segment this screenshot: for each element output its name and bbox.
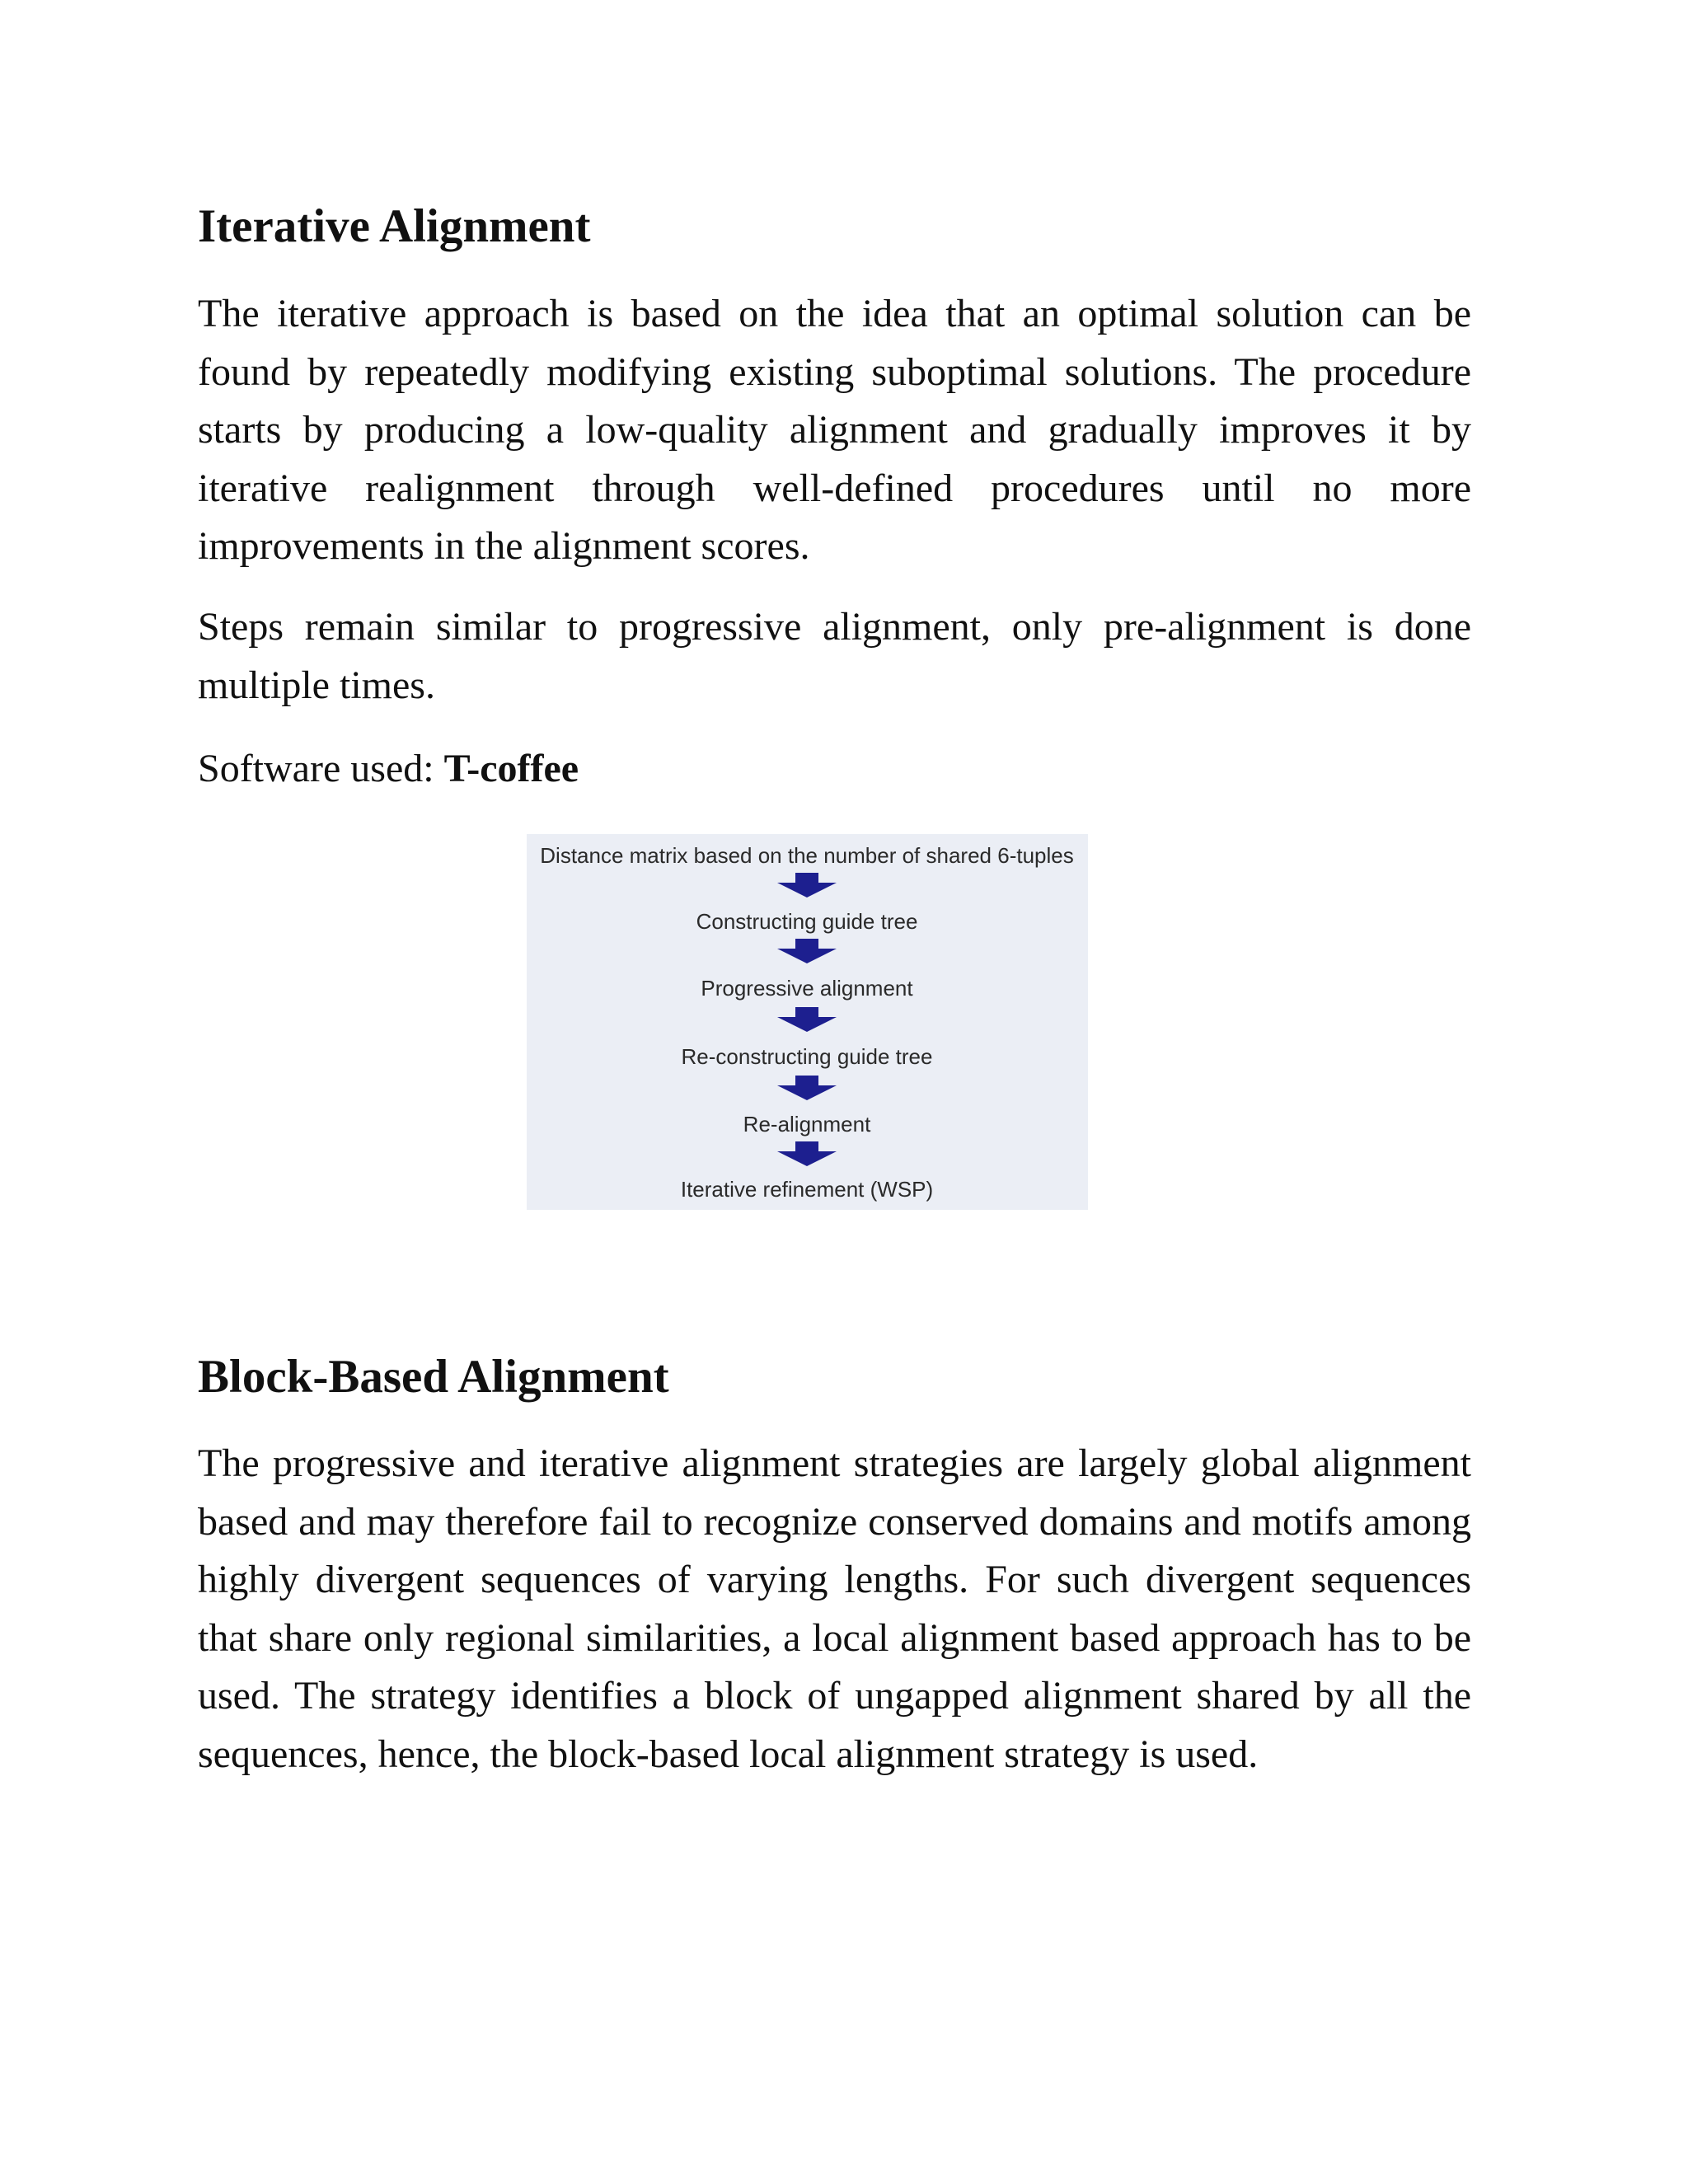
flowchart-step-6: Iterative refinement (WSP) bbox=[680, 1177, 934, 1202]
software-used-label: Software used: bbox=[198, 747, 444, 790]
down-arrow-icon-1 bbox=[777, 873, 837, 898]
iterative-alignment-steps-note: Steps remain similar to progressive alignment, only pre-alignment is done multiple times. bbox=[198, 605, 1471, 707]
flowchart-svg bbox=[527, 834, 1088, 1210]
flowchart-step-4: Re-constructing guide tree bbox=[681, 1044, 933, 1069]
software-name: T-coffee bbox=[443, 747, 579, 790]
flowchart-step-1: Distance matrix based on the number of shared 6-tuples bbox=[540, 843, 1074, 868]
down-arrow-icon-5 bbox=[777, 1141, 837, 1166]
flowchart-step-5: Re-alignment bbox=[743, 1112, 871, 1137]
block-based-alignment-description: The progressive and iterative alignment strategies are largely global alignment based and may therefore fail to recognize conserved domains and motifs among highly divergent sequences of varying lengths. For such divergent sequences that share only regional similarities, a local alignment based approach has to be used. The strategy identifies a block of ungapped alignment shared by all the sequences, hence, the block-based local alignment strategy is used. bbox=[198, 1441, 1471, 1776]
section-title-iterative-alignment: Iterative Alignment bbox=[198, 200, 591, 252]
down-arrow-icon-2 bbox=[777, 939, 837, 963]
down-arrow-icon-4 bbox=[777, 1076, 837, 1100]
iterative-alignment-description: The iterative approach is based on the idea that an optimal solution can be found by repeatedly modifying existing suboptimal solutions. The procedure starts by producing a low-quality alignment and gradually improves it by iterative realignment through well-defined procedures until no more improvements in the alignment scores. bbox=[198, 292, 1471, 568]
down-arrow-icon-3 bbox=[777, 1007, 837, 1032]
software-used-line bbox=[198, 740, 1471, 799]
section-title-block-based-alignment: Block-Based Alignment bbox=[198, 1351, 669, 1403]
iterative-alignment-flowchart bbox=[527, 834, 1088, 1210]
flowchart-step-3: Progressive alignment bbox=[701, 976, 913, 1001]
flowchart-step-2: Constructing guide tree bbox=[696, 909, 918, 934]
